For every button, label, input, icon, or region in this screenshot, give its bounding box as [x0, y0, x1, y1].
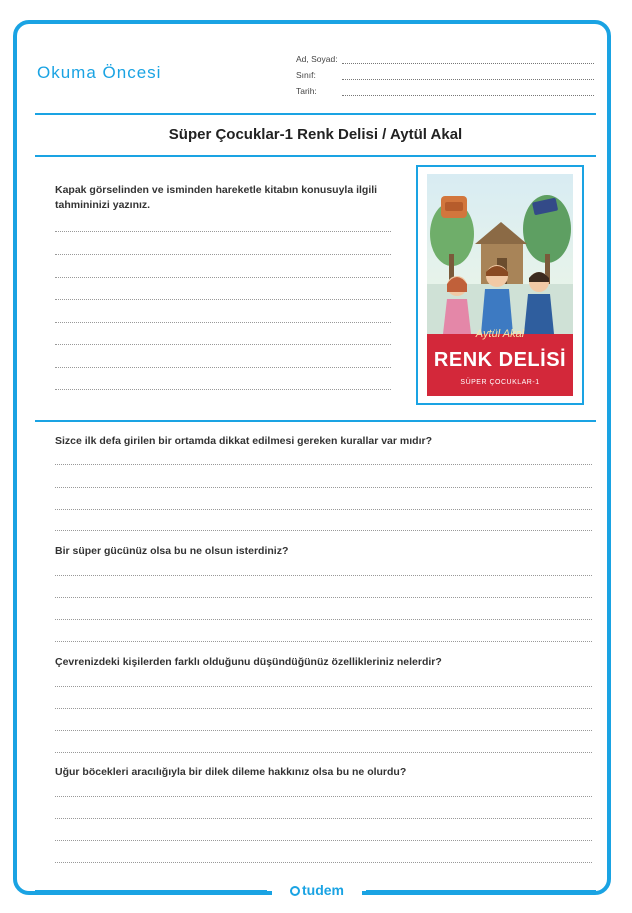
- footer-line-left: [35, 890, 267, 893]
- question-3: Bir süper gücünüz olsa bu ne olsun isterdiniz?: [55, 545, 289, 557]
- question-2: Sizce ilk defa girilen bir ortamda dikkat edilmesi gereken kurallar var mıdır?: [55, 435, 432, 447]
- question-4: Çevrenizdeki kişilerden farklı olduğunu düşündüğünüz özellikleriniz nelerdir?: [55, 656, 442, 668]
- section-title: Okuma Öncesi: [37, 63, 162, 82]
- cover-illustration: [427, 174, 573, 396]
- logo-text: tudem: [302, 882, 344, 898]
- page-frame: [13, 20, 611, 895]
- question-1: Kapak görselinden ve isminden hareketle kitabın konusuyla ilgili tahmininizi yazınız.: [55, 184, 378, 212]
- date-label: Tarih:: [296, 86, 317, 96]
- publisher-logo: [272, 882, 362, 898]
- name-label: Ad, Soyad:: [296, 54, 338, 64]
- divider-title: [35, 155, 596, 157]
- date-field[interactable]: [342, 85, 594, 96]
- class-label: Sınıf:: [296, 70, 316, 80]
- name-row: [296, 48, 594, 64]
- logo-icon: [290, 886, 300, 896]
- question-5: Uğur böcekleri aracılığıyla bir dilek dileme hakkınız olsa bu ne olurdu?: [55, 766, 407, 778]
- divider-cover: [35, 420, 596, 422]
- footer-line-right: [366, 890, 596, 893]
- cover-title: RENK DELİSİ: [433, 349, 567, 371]
- book-cover: [416, 165, 584, 405]
- class-field[interactable]: [342, 69, 594, 80]
- student-info: [296, 48, 594, 96]
- book-title: Süper Çocuklar-1 Renk Delisi / Aytül Akal: [168, 126, 463, 143]
- cover-author: Aytül Akal: [475, 328, 525, 340]
- name-field[interactable]: [342, 53, 594, 64]
- divider-top: [35, 113, 596, 115]
- class-row: [296, 64, 594, 80]
- cover-series: SÜPER ÇOCUKLAR-1: [460, 379, 540, 386]
- date-row: [296, 80, 594, 96]
